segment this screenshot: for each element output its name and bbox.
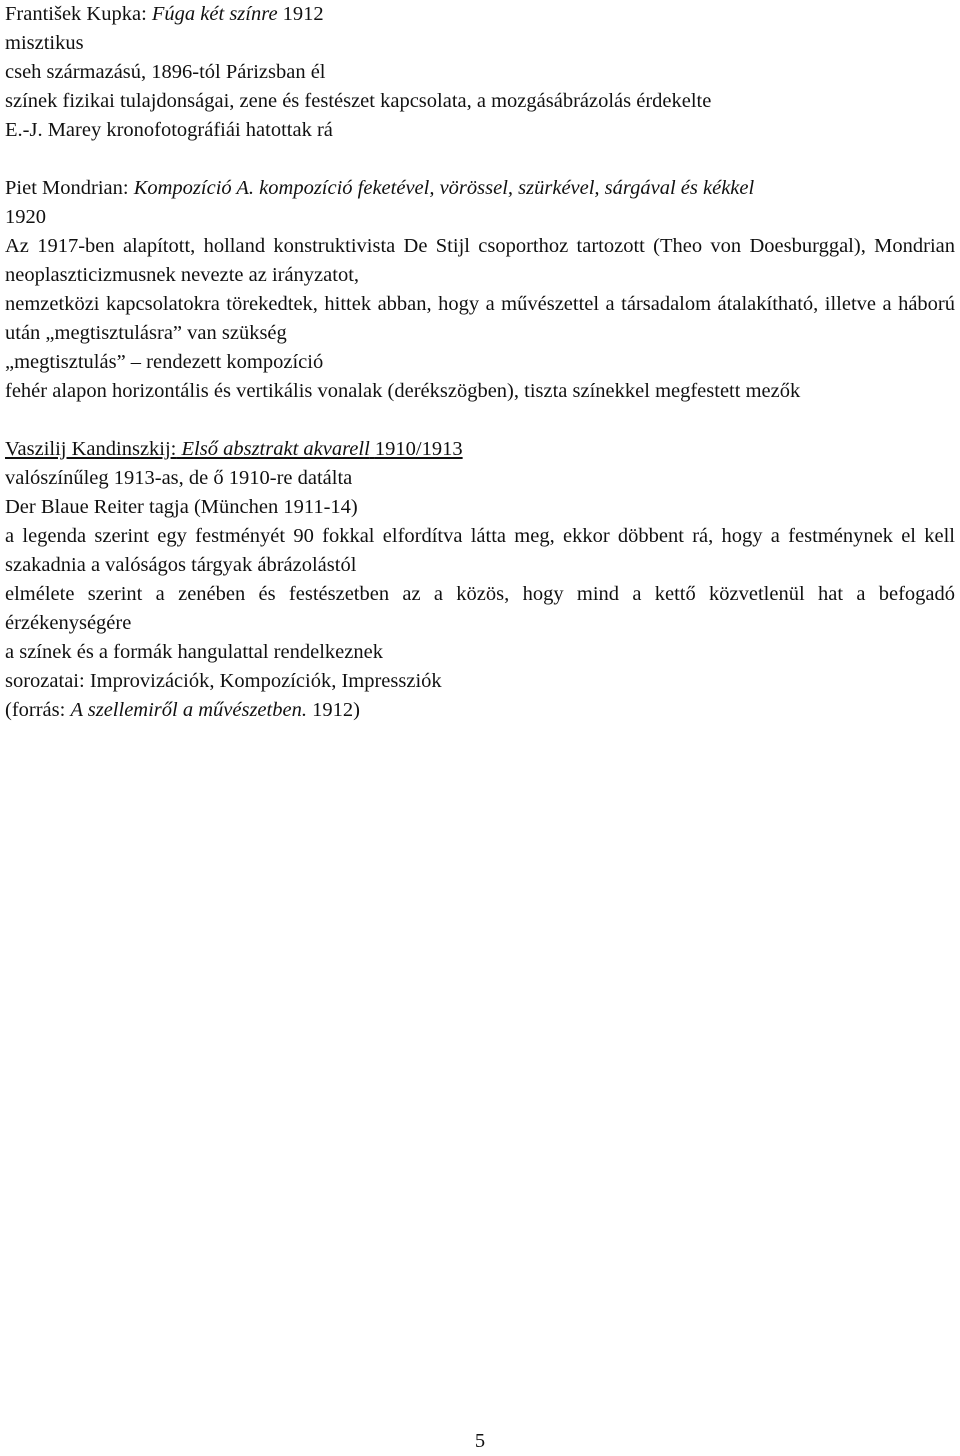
document-body bbox=[5, 0, 955, 725]
source-year: 1912) bbox=[312, 699, 360, 721]
source-prefix: (forrás: bbox=[5, 699, 66, 721]
source-title: A szellemiről a művészetben. bbox=[70, 699, 307, 721]
kandinszkij-line-5: a színek és a formák hangulattal rendelkeznek bbox=[5, 641, 383, 663]
mondrian-line-3: „megtisztulás” – rendezett kompozíció bbox=[5, 351, 324, 373]
mondrian-author: Piet Mondrian: bbox=[5, 177, 129, 199]
section-kandinszkij bbox=[5, 435, 955, 725]
kandinszkij-source bbox=[5, 696, 955, 725]
kandinszkij-artwork-title: Első absztrakt akvarell bbox=[181, 438, 370, 460]
kandinszkij-line-1: valószínűleg 1913-as, de ő 1910-re datálta bbox=[5, 467, 353, 489]
kupka-year: 1912 bbox=[282, 3, 324, 25]
kupka-author: František Kupka: bbox=[5, 3, 147, 25]
kandinszkij-heading bbox=[5, 435, 955, 464]
kupka-line-1: misztikus bbox=[5, 32, 84, 54]
section-spacer bbox=[5, 145, 955, 174]
mondrian-paragraph-1: Az 1917-ben alapított, holland konstruktivista De Stijl csoporthoz tartozott (Theo von Doesburggal), Mondrian neoplaszticizmusnek nevezte az irányzatot, bbox=[5, 235, 955, 286]
kupka-heading bbox=[5, 0, 955, 29]
kandinszkij-line-6: sorozatai: Improvizációk, Kompozíciók, Impressziók bbox=[5, 670, 442, 692]
kandinszkij-paragraph-4: elmélete szerint a zenében és festészetben az a közös, hogy mind a kettő közvetlenül hat a befogadó érzékenységére bbox=[5, 583, 955, 634]
kandinszkij-year: 1910/1913 bbox=[374, 438, 463, 460]
kupka-line-3: színek fizikai tulajdonságai, zene és festészet kapcsolata, a mozgásábrázolás érdekelte bbox=[5, 90, 712, 112]
kupka-line-4: E.-J. Marey kronofotográfiái hatottak rá bbox=[5, 119, 333, 141]
section-kupka bbox=[5, 0, 955, 145]
page-number: 5 bbox=[474, 1430, 486, 1452]
kandinszkij-author: Vaszilij Kandinszkij: bbox=[5, 438, 177, 460]
mondrian-artwork-title: Kompozíció A. kompozíció feketével, vörössel, szürkével, sárgával és kékkel bbox=[133, 177, 755, 199]
section-mondrian bbox=[5, 174, 955, 406]
section-spacer bbox=[5, 406, 955, 435]
mondrian-heading bbox=[5, 174, 955, 203]
mondrian-paragraph-2: nemzetközi kapcsolatokra törekedtek, hittek abban, hogy a művészettel a társadalom átalakítható, illetve a háború után „megtisztulásra” van szükség bbox=[5, 293, 955, 344]
mondrian-year: 1920 bbox=[5, 206, 46, 228]
kupka-artwork-title: Fúga két színre bbox=[151, 3, 278, 25]
kandinszkij-paragraph-3: a legenda szerint egy festményét 90 fokkal elfordítva látta meg, ekkor döbbent rá, hogy a festménynek el kell szakadnia a valóságos tárgyak ábrázolástól bbox=[5, 525, 955, 576]
mondrian-paragraph-4: fehér alapon horizontális és vertikális vonalak (derékszögben), tiszta színekkel megfestett mezők bbox=[5, 380, 801, 402]
kandinszkij-line-2: Der Blaue Reiter tagja (München 1911-14) bbox=[5, 496, 358, 518]
kupka-line-2: cseh származású, 1896-tól Párizsban él bbox=[5, 61, 326, 83]
